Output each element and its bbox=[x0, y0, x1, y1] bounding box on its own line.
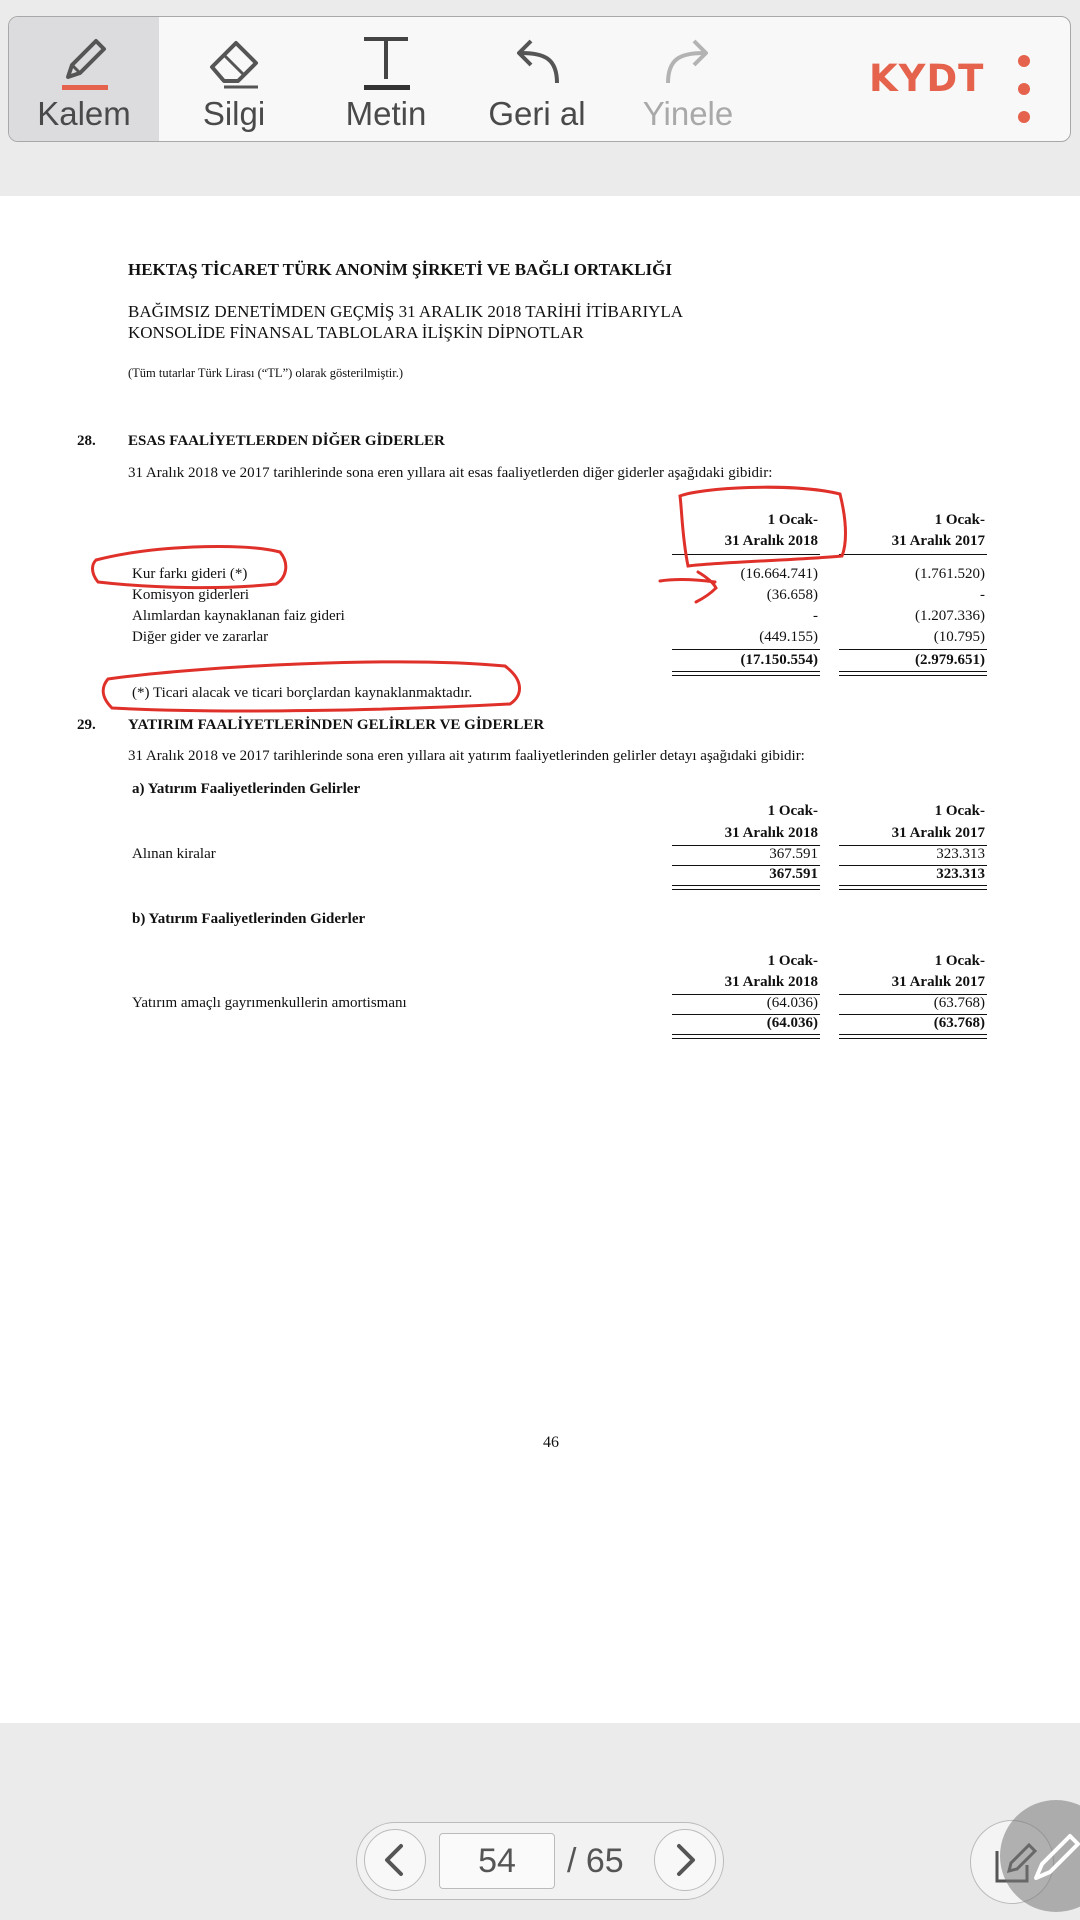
s29b-col1-header-2: 31 Aralık 2018 bbox=[724, 974, 818, 990]
currency-note: (Tüm tutarlar Türk Lirası (“TL”) olarak gösterilmiştir.) bbox=[128, 366, 404, 380]
s29a-col1-header-1: 1 Ocak- bbox=[767, 803, 818, 819]
redo-label: Yinele bbox=[642, 95, 734, 132]
annotation-toolbar bbox=[8, 16, 1071, 142]
eraser-icon bbox=[204, 31, 264, 93]
undo-label: Geri al bbox=[488, 95, 586, 132]
s29b-total-2018: (64.036) bbox=[766, 1015, 818, 1031]
s29b-col2-header-2: 31 Aralık 2017 bbox=[891, 974, 985, 990]
redo-button[interactable] bbox=[613, 17, 763, 142]
s28-row-2018: (449.155) bbox=[759, 629, 818, 645]
s29a-title: a) Yatırım Faaliyetlerinden Gelirler bbox=[132, 781, 361, 797]
s29a-row-2018: 367.591 bbox=[769, 846, 818, 862]
s28-row-2017: (1.761.520) bbox=[915, 566, 985, 582]
chevron-right-icon bbox=[655, 1830, 715, 1890]
s28-footnote: (*) Ticari alacak ve ticari borçlardan kaynaklanmaktadır. bbox=[132, 685, 473, 701]
next-page-button[interactable] bbox=[654, 1829, 716, 1891]
section-29-title: YATIRIM FAALİYETLERİNDEN GELİRLER VE GİDERLER bbox=[128, 717, 545, 733]
s29a-total-2017: 323.313 bbox=[936, 866, 985, 882]
s28-row-2017: (1.207.336) bbox=[915, 608, 985, 624]
subtitle-line-2: KONSOLİDE FİNANSAL TABLOLARA İLİŞKİN DİPNOTLAR bbox=[128, 323, 584, 342]
text-icon bbox=[356, 31, 416, 93]
s29b-row-label: Yatırım amaçlı gayrımenkullerin amortismanı bbox=[132, 995, 407, 1011]
section-28-number: 28. bbox=[77, 433, 96, 449]
more-vertical-icon[interactable] bbox=[1011, 55, 1037, 125]
undo-button[interactable] bbox=[462, 17, 612, 142]
s29b-col2-header-1: 1 Ocak- bbox=[934, 953, 985, 969]
tool-eraser-label: Silgi bbox=[202, 95, 266, 132]
section-28-intro: 31 Aralık 2018 ve 2017 tarihlerinde sona eren yıllara ait esas faaliyetlerden diğer giderler aşağıdaki gibidir: bbox=[128, 465, 773, 481]
s29b-row-2017: (63.768) bbox=[933, 995, 985, 1011]
s29a-row-label: Alınan kiralar bbox=[132, 846, 216, 862]
prev-page-button[interactable] bbox=[364, 1829, 426, 1891]
s29a-col1-header-2: 31 Aralık 2018 bbox=[724, 825, 818, 841]
s29b-col1-header-1: 1 Ocak- bbox=[767, 953, 818, 969]
brand-label[interactable]: KYDT bbox=[869, 57, 985, 100]
chevron-left-icon bbox=[365, 1830, 425, 1890]
section-29-intro: 31 Aralık 2018 ve 2017 tarihlerinde sona eren yıllara ait yatırım faaliyetlerinden gelirler detayı aşağıdaki gibidir: bbox=[128, 748, 805, 764]
page-total: / 65 bbox=[567, 1842, 624, 1880]
tool-pen[interactable] bbox=[9, 17, 159, 142]
s28-row-2017: - bbox=[980, 587, 985, 603]
s29b-total-2017: (63.768) bbox=[933, 1015, 985, 1031]
s28-row-2017: (10.795) bbox=[933, 629, 985, 645]
redo-icon bbox=[658, 31, 718, 93]
tool-text[interactable] bbox=[311, 17, 461, 142]
floating-action-button[interactable] bbox=[1000, 1800, 1080, 1912]
tool-eraser[interactable] bbox=[159, 17, 309, 142]
tool-pen-label: Kalem bbox=[37, 95, 131, 132]
s29a-col2-header-1: 1 Ocak- bbox=[934, 803, 985, 819]
document-page bbox=[0, 196, 1080, 1723]
s28-total-2018: (17.150.554) bbox=[740, 652, 818, 668]
section-28-title: ESAS FAALİYETLERDEN DİĞER GİDERLER bbox=[128, 433, 445, 449]
tool-text-label: Metin bbox=[345, 95, 427, 132]
s29b-title: b) Yatırım Faaliyetlerinden Giderler bbox=[132, 911, 366, 927]
pencil-icon bbox=[54, 31, 114, 93]
page-navigator bbox=[356, 1822, 724, 1900]
s28-col1-header-1: 1 Ocak- bbox=[767, 512, 818, 528]
s28-row-label: Diğer gider ve zararlar bbox=[132, 629, 269, 645]
undo-icon bbox=[507, 31, 567, 93]
page-footer-number: 46 bbox=[543, 1434, 559, 1451]
s29a-total-2018: 367.591 bbox=[769, 866, 818, 882]
page-number-input[interactable]: 54 bbox=[439, 1833, 555, 1889]
company-title: HEKTAŞ TİCARET TÜRK ANONİM ŞİRKETİ VE BAĞLI ORTAKLIĞI bbox=[128, 260, 673, 279]
s29a-row-2017: 323.313 bbox=[936, 846, 985, 862]
s28-row-2018: - bbox=[813, 608, 818, 624]
s28-col2-header-2: 31 Aralık 2017 bbox=[891, 533, 985, 549]
s29b-row-2018: (64.036) bbox=[766, 995, 818, 1011]
s28-row-label: Komisyon giderleri bbox=[132, 587, 250, 603]
s28-col2-header-1: 1 Ocak- bbox=[934, 512, 985, 528]
s28-row-label: Kur farkı gideri (*) bbox=[132, 566, 248, 582]
s28-row-2018: (16.664.741) bbox=[740, 566, 818, 582]
subtitle-line-1: BAĞIMSIZ DENETİMDEN GEÇMİŞ 31 ARALIK 2018 TARİHİ İTİBARIYLA bbox=[128, 302, 684, 321]
s29a-col2-header-2: 31 Aralık 2017 bbox=[891, 825, 985, 841]
section-29-number: 29. bbox=[77, 717, 96, 733]
s28-total-2017: (2.979.651) bbox=[915, 652, 985, 668]
pen-icon bbox=[1000, 1800, 1080, 1912]
ink-annotations[interactable] bbox=[0, 196, 1080, 896]
s28-col1-header-2: 31 Aralık 2018 bbox=[724, 533, 818, 549]
s28-row-label: Alımlardan kaynaklanan faiz gideri bbox=[132, 608, 345, 624]
s28-row-2018: (36.658) bbox=[766, 587, 818, 603]
